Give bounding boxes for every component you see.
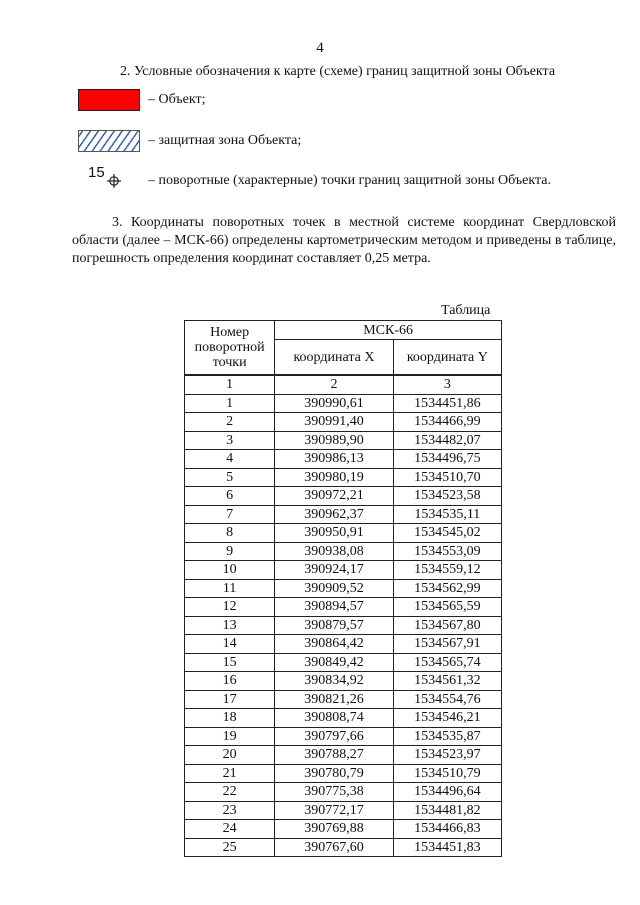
point-number-cell: 22 <box>185 783 275 802</box>
coordinate-y-cell: 1534559,12 <box>393 561 501 580</box>
coordinate-x-cell: 390797,66 <box>275 727 393 746</box>
coordinate-y-cell: 1534451,86 <box>393 394 501 413</box>
table-row <box>185 690 502 709</box>
table-row <box>185 561 502 580</box>
point-number-cell: 1 <box>185 394 275 413</box>
point-number-cell: 21 <box>185 764 275 783</box>
coordinate-x-cell: 390894,57 <box>275 598 393 617</box>
point-number-cell: 15 <box>185 653 275 672</box>
point-number-cell: 10 <box>185 561 275 580</box>
point-number-cell: 17 <box>185 690 275 709</box>
point-number-cell: 25 <box>185 838 275 857</box>
coordinate-y-cell: 1534496,75 <box>393 450 501 469</box>
point-number-cell: 6 <box>185 487 275 506</box>
legend-text-object: – Объект; <box>148 92 206 107</box>
header-coordinate-system: МСК-66 <box>275 321 502 340</box>
point-number-cell: 12 <box>185 598 275 617</box>
table-row <box>185 487 502 506</box>
point-number-cell: 8 <box>185 524 275 543</box>
coordinate-x-cell: 390980,19 <box>275 468 393 487</box>
coordinate-y-cell: 1534523,58 <box>393 487 501 506</box>
table-row <box>185 672 502 691</box>
table-row <box>185 764 502 783</box>
coordinates-paragraph <box>72 214 616 268</box>
coordinate-x-cell: 390990,61 <box>275 394 393 413</box>
column-number: 2 <box>275 375 393 394</box>
point-number-cell: 23 <box>185 801 275 820</box>
coordinate-y-cell: 1534565,74 <box>393 653 501 672</box>
turning-point-symbol <box>78 164 140 194</box>
point-number-cell: 14 <box>185 635 275 654</box>
table-caption: Таблица <box>441 303 491 318</box>
table-row <box>185 524 502 543</box>
coordinate-y-cell: 1534567,91 <box>393 635 501 654</box>
coordinate-y-cell: 1534553,09 <box>393 542 501 561</box>
table-row <box>185 616 502 635</box>
coordinate-x-cell: 390989,90 <box>275 431 393 450</box>
coordinate-y-cell: 1534561,32 <box>393 672 501 691</box>
coordinates-paragraph-text: 3. Координаты поворотных точек в местной системе координат Свердловской области (далее – МСК-66) определены картометрическим методом и приведены в таблице, погрешность определения координат составляет 0,25 метра. <box>72 215 616 266</box>
page-number: 4 <box>316 40 324 56</box>
crosshair-icon <box>107 174 121 188</box>
table-row <box>185 801 502 820</box>
coordinate-x-cell: 390767,60 <box>275 838 393 857</box>
coordinate-y-cell: 1534567,80 <box>393 616 501 635</box>
point-number-cell: 9 <box>185 542 275 561</box>
coordinate-x-cell: 390849,42 <box>275 653 393 672</box>
table-row <box>185 709 502 728</box>
point-number-cell: 19 <box>185 727 275 746</box>
point-number-cell: 5 <box>185 468 275 487</box>
coordinate-y-cell: 1534523,97 <box>393 746 501 765</box>
legend-title: 2. Условные обозначения к карте (схеме) границ защитной зоны Объекта <box>120 64 556 79</box>
header-coordinate-y: координата Y <box>393 340 501 376</box>
coordinate-x-cell: 390788,27 <box>275 746 393 765</box>
point-number-cell: 3 <box>185 431 275 450</box>
coordinate-y-cell: 1534481,82 <box>393 801 501 820</box>
table-row <box>185 820 502 839</box>
coordinate-y-cell: 1534482,07 <box>393 431 501 450</box>
turning-point-number: 15 <box>88 164 105 181</box>
coordinate-y-cell: 1534554,76 <box>393 690 501 709</box>
header-coordinate-x: координата X <box>275 340 393 376</box>
table-row <box>185 505 502 524</box>
table-row <box>185 653 502 672</box>
table-row <box>185 727 502 746</box>
coordinate-x-cell: 390879,57 <box>275 616 393 635</box>
coordinate-y-cell: 1534562,99 <box>393 579 501 598</box>
table-row <box>185 746 502 765</box>
coordinate-x-cell: 390986,13 <box>275 450 393 469</box>
table-row <box>185 579 502 598</box>
coordinate-x-cell: 390780,79 <box>275 764 393 783</box>
coordinate-x-cell: 390821,26 <box>275 690 393 709</box>
table-row <box>185 838 502 857</box>
coordinate-x-cell: 390991,40 <box>275 413 393 432</box>
object-swatch <box>78 89 140 111</box>
coordinate-x-cell: 390962,37 <box>275 505 393 524</box>
coordinate-x-cell: 390950,91 <box>275 524 393 543</box>
point-number-cell: 4 <box>185 450 275 469</box>
legend-text-turning-points: – поворотные (характерные) точки границ защитной зоны Объекта. <box>148 173 551 188</box>
table-row <box>185 394 502 413</box>
table-row <box>185 431 502 450</box>
coordinate-x-cell: 390972,21 <box>275 487 393 506</box>
coordinate-x-cell: 390864,42 <box>275 635 393 654</box>
point-number-cell: 2 <box>185 413 275 432</box>
table-row <box>185 635 502 654</box>
coordinate-y-cell: 1534510,79 <box>393 764 501 783</box>
coordinate-y-cell: 1534510,70 <box>393 468 501 487</box>
coordinate-y-cell: 1534546,21 <box>393 709 501 728</box>
point-number-cell: 16 <box>185 672 275 691</box>
table-row <box>185 450 502 469</box>
column-numbers-row <box>185 375 502 394</box>
coordinate-x-cell: 390834,92 <box>275 672 393 691</box>
coordinate-x-cell: 390772,17 <box>275 801 393 820</box>
legend-item-object <box>78 89 205 111</box>
coordinate-y-cell: 1534545,02 <box>393 524 501 543</box>
point-number-cell: 7 <box>185 505 275 524</box>
coordinate-x-cell: 390909,52 <box>275 579 393 598</box>
legend-item-protective-zone <box>78 130 301 152</box>
coordinate-y-cell: 1534535,87 <box>393 727 501 746</box>
table-row <box>185 468 502 487</box>
coordinate-x-cell: 390938,08 <box>275 542 393 561</box>
legend-item-turning-points <box>78 164 551 194</box>
coordinate-y-cell: 1534535,11 <box>393 505 501 524</box>
header-point-number: Номер поворотной точки <box>185 321 275 376</box>
coordinate-x-cell: 390924,17 <box>275 561 393 580</box>
protective-zone-swatch <box>78 130 140 152</box>
table-row <box>185 413 502 432</box>
column-number: 3 <box>393 375 501 394</box>
point-number-cell: 18 <box>185 709 275 728</box>
coordinate-y-cell: 1534466,83 <box>393 820 501 839</box>
column-number: 1 <box>185 375 275 394</box>
legend-text-protective-zone: – защитная зона Объекта; <box>148 133 302 148</box>
coordinates-table <box>184 320 502 857</box>
point-number-cell: 11 <box>185 579 275 598</box>
coordinate-x-cell: 390769,88 <box>275 820 393 839</box>
table-row <box>185 598 502 617</box>
point-number-cell: 24 <box>185 820 275 839</box>
coordinate-y-cell: 1534451,83 <box>393 838 501 857</box>
point-number-cell: 13 <box>185 616 275 635</box>
table-row <box>185 542 502 561</box>
coordinate-y-cell: 1534565,59 <box>393 598 501 617</box>
coordinate-y-cell: 1534496,64 <box>393 783 501 802</box>
coordinate-y-cell: 1534466,99 <box>393 413 501 432</box>
point-number-cell: 20 <box>185 746 275 765</box>
coordinate-x-cell: 390775,38 <box>275 783 393 802</box>
coordinate-x-cell: 390808,74 <box>275 709 393 728</box>
table-row <box>185 783 502 802</box>
